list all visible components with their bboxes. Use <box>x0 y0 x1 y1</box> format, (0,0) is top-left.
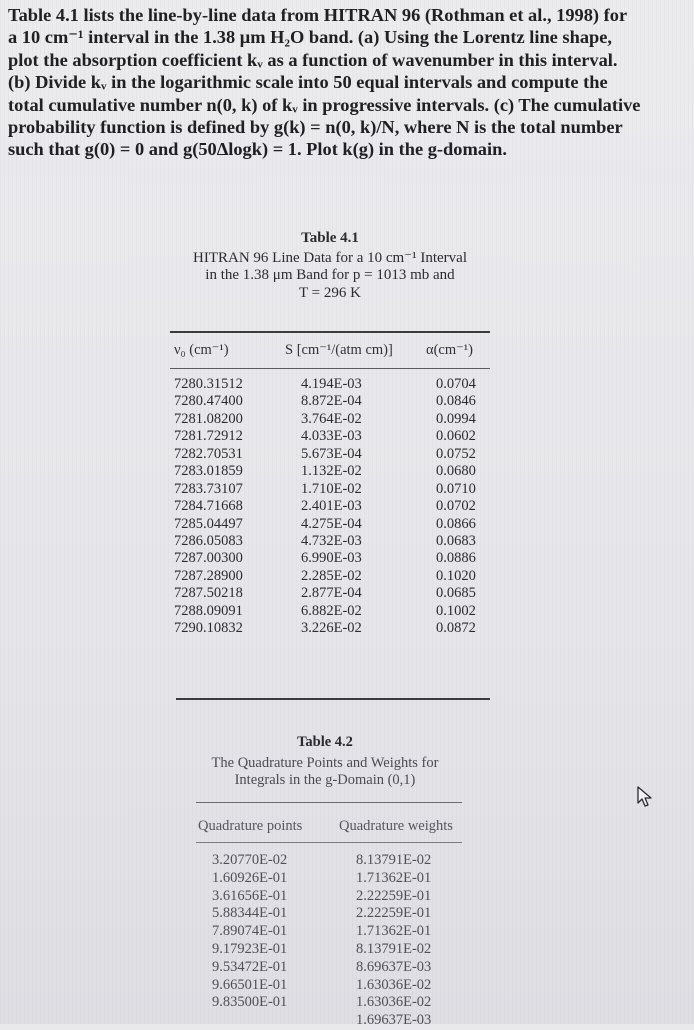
problem-line: total cumulative number n(0, k) of kᵥ in progressive intervals. (c) The cumulative <box>8 94 641 115</box>
column-header-halfwidth: α(cm⁻¹) <box>426 342 473 358</box>
table-cell: 1.60926E-01 <box>212 869 288 886</box>
table-cell: 7283.01859 <box>174 463 243 480</box>
problem-statement <box>8 4 692 161</box>
table-cell: 7286.05083 <box>174 532 243 549</box>
table-cell: 7281.72912 <box>174 428 243 445</box>
table-cell: 4.033E-03 <box>301 428 362 445</box>
column-header-wavenumber: ν₀ (cm⁻¹) <box>174 342 229 358</box>
table-cell: 5.88344E-01 <box>212 905 288 922</box>
table-cell: 3.764E-02 <box>301 410 362 427</box>
table-top-rule <box>170 331 490 333</box>
table-cell: 0.0710 <box>436 480 476 497</box>
table-cell: 1.63036E-02 <box>356 994 432 1011</box>
table-cell: 2.285E-02 <box>301 567 362 584</box>
table-cell: 2.22259E-01 <box>356 887 432 904</box>
caption-line: HITRAN 96 Line Data for a 10 cm⁻¹ Interval <box>193 249 467 266</box>
column-header-quadrature-weights: Quadrature weights <box>339 818 453 834</box>
table-cell: 0.0866 <box>436 515 476 532</box>
table-cell: 6.990E-03 <box>301 550 362 567</box>
problem-line: plot the absorption coefficient kᵥ as a function of wavenumber in this interval. <box>8 49 618 70</box>
table-cell: 0.0683 <box>436 532 476 549</box>
table-cell: 8.13791E-02 <box>356 940 432 957</box>
table-cell: 7282.70531 <box>174 445 243 462</box>
caption-line: in the 1.38 μm Band for p = 1013 mb and <box>205 267 455 283</box>
table-cell: 7290.10832 <box>174 620 243 637</box>
table-cell: 1.63036E-02 <box>356 976 432 993</box>
table-4-1-caption <box>160 230 500 302</box>
table-4-2-caption <box>190 734 460 790</box>
table-cell: 7288.09091 <box>174 602 243 619</box>
table-cell: 1.69637E-03 <box>356 1012 432 1029</box>
table-cell: 7283.73107 <box>174 480 243 497</box>
table-cell: 0.0872 <box>436 620 476 637</box>
column-quadrature-weights <box>356 852 431 1030</box>
table-cell: 0.0994 <box>436 410 476 427</box>
table-4-2-title: Table 4.2 <box>297 734 353 750</box>
table-cell: 8.872E-04 <box>301 393 362 410</box>
table-cell: 0.0704 <box>436 376 476 392</box>
caption-line: The Quadrature Points and Weights for <box>211 754 439 771</box>
table-cell: 3.61656E-01 <box>212 887 288 904</box>
table-cell: 2.22259E-01 <box>356 905 432 922</box>
table-cell: 1.710E-02 <box>301 480 362 497</box>
problem-line: (b) Divide kᵥ in the logarithmic scale into 50 equal intervals and compute the <box>8 72 608 93</box>
table-cell: 2.877E-04 <box>301 585 362 602</box>
table-cell: 9.66501E-01 <box>212 976 288 993</box>
table-cell: 0.0886 <box>436 550 476 567</box>
table-cell: 0.1020 <box>436 567 476 584</box>
table-cell: 0.0685 <box>436 585 476 602</box>
table-cell: 5.673E-04 <box>301 445 362 462</box>
table-cell: 0.1002 <box>436 602 476 619</box>
table-cell: 8.69637E-03 <box>356 958 432 975</box>
table-4-1-title: Table 4.1 <box>301 230 359 246</box>
table-2-header-rule <box>196 842 462 843</box>
table-cell: 7280.31512 <box>174 376 243 392</box>
table-cell: 0.0752 <box>436 445 476 462</box>
table-cell: 8.13791E-02 <box>356 852 432 868</box>
table-cell: 7285.04497 <box>174 515 243 532</box>
table-cell: 7280.47400 <box>174 393 243 410</box>
caption-line: Integrals in the g-Domain (0,1) <box>234 772 416 788</box>
table-cell: 7284.71668 <box>174 498 243 515</box>
table-cell: 1.132E-02 <box>301 463 362 480</box>
table-cell: 7287.50218 <box>174 585 243 602</box>
column-header-quadrature-points: Quadrature points <box>198 818 303 834</box>
column-quadrature-points <box>212 852 287 1012</box>
table-cell: 7287.00300 <box>174 550 243 567</box>
table-cell: 1.71362E-01 <box>356 869 432 886</box>
table-2-top-rule <box>196 802 462 803</box>
table-cell: 4.194E-03 <box>301 376 362 392</box>
column-wavenumber <box>174 376 243 638</box>
table-cell: 7281.08200 <box>174 410 243 427</box>
mouse-pointer-icon <box>636 786 654 808</box>
table-cell: 0.0846 <box>436 393 476 410</box>
column-header-line-strength: S [cm⁻¹/(atm cm)] <box>285 342 393 358</box>
table-cell: 9.83500E-01 <box>212 994 288 1011</box>
table-header-rule <box>170 368 490 369</box>
table-cell: 2.401E-03 <box>301 498 362 515</box>
table-cell: 0.0680 <box>436 463 476 480</box>
column-halfwidth <box>436 376 476 638</box>
problem-line: Table 4.1 lists the line-by-line data from HITRAN 96 (Rothman et al., 1998) for <box>8 5 628 25</box>
table-cell: 1.71362E-01 <box>356 923 432 940</box>
table-cell: 0.0602 <box>436 428 476 445</box>
table-cell: 3.20770E-02 <box>212 852 288 868</box>
table-cell: 3.226E-02 <box>301 620 362 637</box>
table-cell: 9.53472E-01 <box>212 958 288 975</box>
table-bottom-rule <box>176 698 490 700</box>
caption-line: T = 296 K <box>299 284 361 301</box>
table-cell: 4.732E-03 <box>301 532 362 549</box>
table-cell: 4.275E-04 <box>301 515 362 532</box>
table-cell: 7.89074E-01 <box>212 923 288 940</box>
table-cell: 6.882E-02 <box>301 602 362 619</box>
problem-line: probability function is defined by g(k) = n(0, k)/N, where N is the total number <box>8 117 623 138</box>
column-line-strength <box>301 376 362 638</box>
table-cell: 7287.28900 <box>174 567 243 584</box>
problem-line: a 10 cm⁻¹ interval in the 1.38 μm H₂O band. (a) Using the Lorentz line shape, <box>8 27 612 48</box>
table-cell: 9.17923E-01 <box>212 940 288 957</box>
table-cell: 0.0702 <box>436 498 476 515</box>
problem-line: such that g(0) = 0 and g(50Δlogk) = 1. Plot k(g) in the g-domain. <box>8 139 507 160</box>
